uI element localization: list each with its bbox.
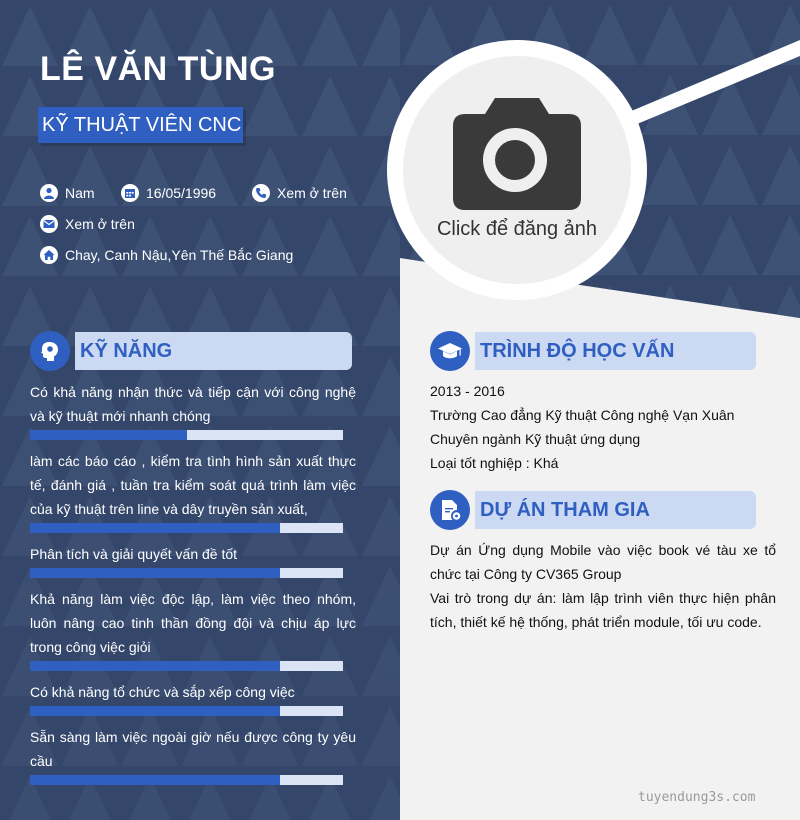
skill-progress-fill	[30, 775, 280, 785]
project-description: Dự án Ứng dụng Mobile vào việc book vé tàu xe tổ chức tại Công ty CV365 Group	[430, 542, 776, 582]
photo-upload[interactable]	[403, 56, 631, 284]
contact-email	[40, 215, 135, 233]
education-grade: Loại tốt nghiệp : Khá	[430, 455, 559, 471]
education-title: TRÌNH ĐỘ HỌC VẤN	[475, 332, 756, 370]
skill-progress-fill	[30, 568, 280, 578]
calendar-icon	[121, 184, 139, 202]
job-title: KỸ THUẬT VIÊN CNC	[38, 107, 243, 143]
education-header	[430, 331, 756, 371]
education-details	[430, 379, 776, 475]
skills-header	[30, 331, 352, 371]
education-period: 2013 - 2016	[430, 383, 505, 399]
contact-gender	[40, 184, 95, 202]
skill-progress-fill	[30, 661, 280, 671]
email-icon	[40, 215, 58, 233]
skill-item: Có khả năng nhận thức và tiếp cận với công nghệ và kỹ thuật mới nhanh chóng	[30, 384, 356, 424]
graduation-cap-icon	[430, 331, 470, 371]
document-settings-icon	[430, 490, 470, 530]
skill-item: Khả năng làm việc độc lập, làm việc theo nhóm, luôn nâng cao tinh thần đồng đội và chịu áp lực trong công việc giỏi	[30, 591, 356, 655]
skill-progress	[30, 523, 343, 533]
birthday-value: 16/05/1996	[146, 185, 217, 201]
email-value: Xem ở trên	[65, 216, 135, 232]
education-major: Chuyên ngành Kỹ thuật ứng dụng	[430, 431, 641, 447]
skill-progress-fill	[30, 706, 280, 716]
project-role: Vai trò trong dự án: làm lập trình viên thực hiện phân tích, thiết kế hệ thống, phát triển module, tối ưu code.	[430, 590, 776, 630]
watermark: tuyendung3s.com	[638, 790, 756, 805]
camera-icon	[403, 56, 631, 284]
skill-item: Phân tích và giải quyết vấn đề tốt	[30, 546, 238, 562]
phone-value: Xem ở trên	[277, 185, 347, 201]
gender-value: Nam	[65, 185, 95, 201]
skill-progress	[30, 706, 343, 716]
skill-progress	[30, 430, 343, 440]
brain-head-icon	[30, 331, 70, 371]
phone-icon	[252, 184, 270, 202]
photo-upload-label[interactable]: Click để đăng ảnh	[436, 218, 598, 240]
candidate-name: LÊ VĂN TÙNG	[40, 50, 276, 88]
education-school: Trường Cao đẳng Kỹ thuật Công nghệ Vạn Xuân	[430, 407, 735, 423]
skills-title: KỸ NĂNG	[75, 332, 352, 370]
address-value: Chay, Canh Nậu,Yên Thế Bắc Giang	[65, 247, 294, 263]
skill-item: Có khả năng tổ chức và sắp xếp công việc	[30, 684, 295, 700]
skill-progress-fill	[30, 430, 187, 440]
contact-address	[40, 246, 293, 264]
projects-title: DỰ ÁN THAM GIA	[475, 491, 756, 529]
projects-header	[430, 490, 756, 530]
skill-progress	[30, 775, 343, 785]
user-icon	[40, 184, 58, 202]
skill-item: làm các báo cáo , kiểm tra tình hình sản xuất thực tế, đánh giá , tuần tra kiểm soát quá trình làm việc của kỹ thuật trên line và dây truyền sản xuất,	[30, 453, 356, 517]
home-icon	[40, 246, 58, 264]
contact-birthday	[121, 184, 216, 202]
skill-progress	[30, 568, 343, 578]
skill-progress-fill	[30, 523, 280, 533]
contact-phone	[252, 184, 347, 202]
skill-item: Sẵn sàng làm việc ngoài giờ nếu được công ty yêu cầu	[30, 729, 356, 769]
skill-progress	[30, 661, 343, 671]
